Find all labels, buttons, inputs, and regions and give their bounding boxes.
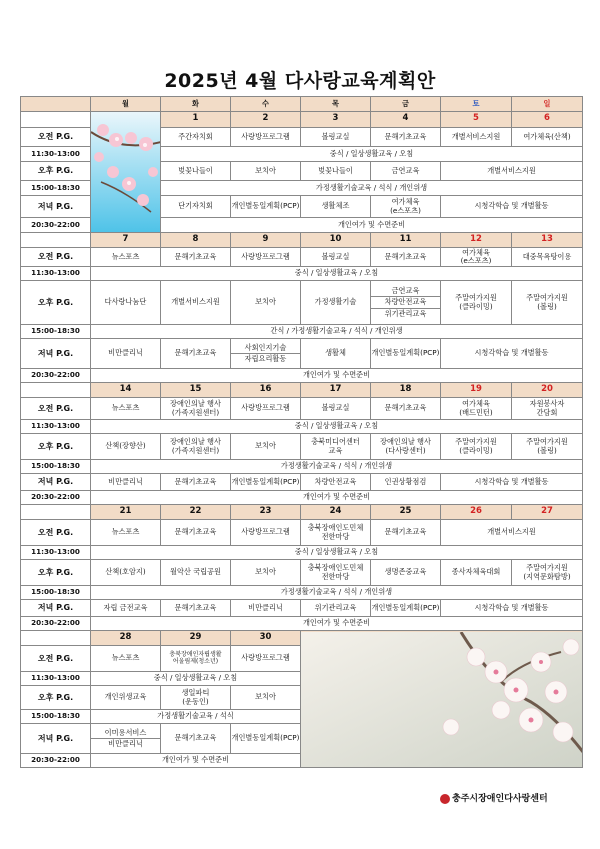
center-logo-footer [440, 791, 548, 804]
week5-afternoon-row: 오후 P.G. 개인위생교육 생일파티 (운동인) 보치아 [21, 686, 583, 710]
week2-late-row: 15:00-18:30 간식 / 가정생활기술교육 / 석식 / 개인위생 [21, 325, 583, 339]
week5-morning-row: 오전 P.G. 뉴스포츠 충북장애인자립생활 어울림제(청소년) 사랑방프로그램 [21, 646, 583, 672]
week3-date-row: 14 15 16 17 18 19 20 [21, 383, 583, 398]
week3-night-row: 20:30-22:00 개인여가 및 수면준비 [21, 491, 583, 505]
week5-night-row: 20:30-22:00 개인여가 및 수면준비 [21, 754, 583, 768]
week3-lunch-row: 11:30-13:00 중식 / 일상생활교육 / 오침 [21, 420, 583, 434]
week5-late-row: 15:00-18:30 가정생활기술교육 / 석식 [21, 710, 583, 724]
week4-late-row: 15:00-18:30 가정생활기술교육 / 석식 / 개인위생 [21, 586, 583, 600]
weekday-sun: 일 [512, 97, 583, 112]
week1-evening-row: 저녁 P.G. 단기자치회 개인별동일계획(PCP) 생활체조 여가체육 (e스포츠) 시청각학습 및 개별활동 [21, 195, 583, 218]
week2-afternoon-row: 오후 P.G. 다사랑나눔단 개별서비스지원 보치아 가정생활기술 금연교육 차량안전교육 위기관리교육 주말여가지원 (클라이밍) 주말여가지원 (볼링) [21, 281, 583, 325]
week3-late-row: 15:00-18:30 가정생활기술교육 / 석식 / 개인위생 [21, 460, 583, 474]
week5-date-row: 28 29 30 [21, 631, 583, 646]
page-title: 2025년 4월 다사랑교육계획안 [164, 70, 436, 92]
week5-lunch-row: 11:30-13:00 중식 / 일상생활교육 / 오침 [21, 672, 583, 686]
weekday-wed: 수 [231, 97, 301, 112]
center-name: 충주시장애인다사랑센터 [452, 794, 548, 804]
week2-night-row: 20:30-22:00 개인여가 및 수면준비 [21, 369, 583, 383]
week1-afternoon-row: 오후 P.G. 벚꽃나들이 보치아 벚꽃나들이 금연교육 개별서비스지원 [21, 161, 583, 181]
weekday-header-row [21, 97, 583, 112]
week1-night-row: 20:30-22:00 개인여가 및 수면준비 [21, 218, 583, 233]
week4-night-row: 20:30-22:00 개인여가 및 수면준비 [21, 617, 583, 631]
week3-afternoon-row: 오후 P.G. 산책(장향산) 장애인의날 행사 (가족지원센터) 보치아 충북미디어센터 교육 장애인의날 행사 (다사랑센터) 주말여가지원 (클라이밍) 주말여가지원 (볼링) [21, 434, 583, 460]
week5-evening-row: 저녁 P.G. 이미용서비스 비만클리닉 문해기초교육 개인별동일계획(PCP) [21, 724, 583, 754]
weekday-sat: 토 [441, 97, 512, 112]
week4-morning-row: 오전 P.G. 뉴스포츠 문해기초교육 사랑방프로그램 충북장애인도민체 전한마당 문해기초교육 개별서비스지원 [21, 520, 583, 546]
schedule-table [20, 96, 583, 768]
week2-morning-row: 오전 P.G. 뉴스포츠 문해기초교육 사랑방프로그램 볼링교실 문해기초교육 여가체육 (e스포츠) 대중목욕탕이용 [21, 248, 583, 267]
week4-afternoon-row: 오후 P.G. 산책(호암지) 월악산 국립공원 보치아 충북장애인도민체 전한마당 생명존중교육 종사자체육대회 주말여가지원 (지역문화탐방) [21, 560, 583, 586]
weekday-tue: 화 [161, 97, 231, 112]
cherry-blossom-image [91, 112, 161, 233]
cherry-blossom-flowers-image [301, 631, 583, 768]
heart-logo-icon [440, 794, 450, 804]
weekday-thu: 목 [301, 97, 371, 112]
week2-date-row: 7 8 9 10 11 12 13 [21, 233, 583, 248]
week3-evening-row: 저녁 P.G. 비만클리닉 문해기초교육 개인별동일계획(PCP) 차량안전교육 인권상황점검 시청각학습 및 개별활동 [21, 474, 583, 491]
week1-late-row: 15:00-18:30 가정생활기술교육 / 석식 / 개인위생 [21, 181, 583, 195]
week4-lunch-row: 11:30-13:00 중식 / 일상생활교육 / 오침 [21, 546, 583, 560]
week1-date-row: 1 2 3 4 5 6 [21, 112, 583, 128]
week1-morning-row: 오전 P.G. 주간자치회 사랑방프로그램 볼링교실 문해기초교육 개별서비스지원 여가체육(산책) [21, 127, 583, 147]
week2-lunch-row: 11:30-13:00 중식 / 일상생활교육 / 오침 [21, 267, 583, 281]
week4-evening-row: 저녁 P.G. 자립 금전교육 문해기초교육 비만클리닉 위기관리교육 개인별동일계획(PCP) 시청각학습 및 개별활동 [21, 600, 583, 617]
corner-cell [21, 97, 91, 112]
weekday-mon: 월 [91, 97, 161, 112]
week4-date-row: 21 22 23 24 25 26 27 [21, 505, 583, 520]
weekday-fri: 금 [371, 97, 441, 112]
week2-evening-row: 저녁 P.G. 비만클리닉 문해기초교육 사회인지기술 자립요리활동 생활체 개인별동일계획(PCP) 시청각학습 및 개별활동 [21, 339, 583, 369]
week3-morning-row: 오전 P.G. 뉴스포츠 장애인의날 행사 (가족지원센터) 사랑방프로그램 볼링교실 문해기초교육 여가체육 (배드민턴) 자원봉사자 간담회 [21, 398, 583, 420]
week1-lunch-row: 11:30-13:00 중식 / 일상생활교육 / 오침 [21, 147, 583, 161]
